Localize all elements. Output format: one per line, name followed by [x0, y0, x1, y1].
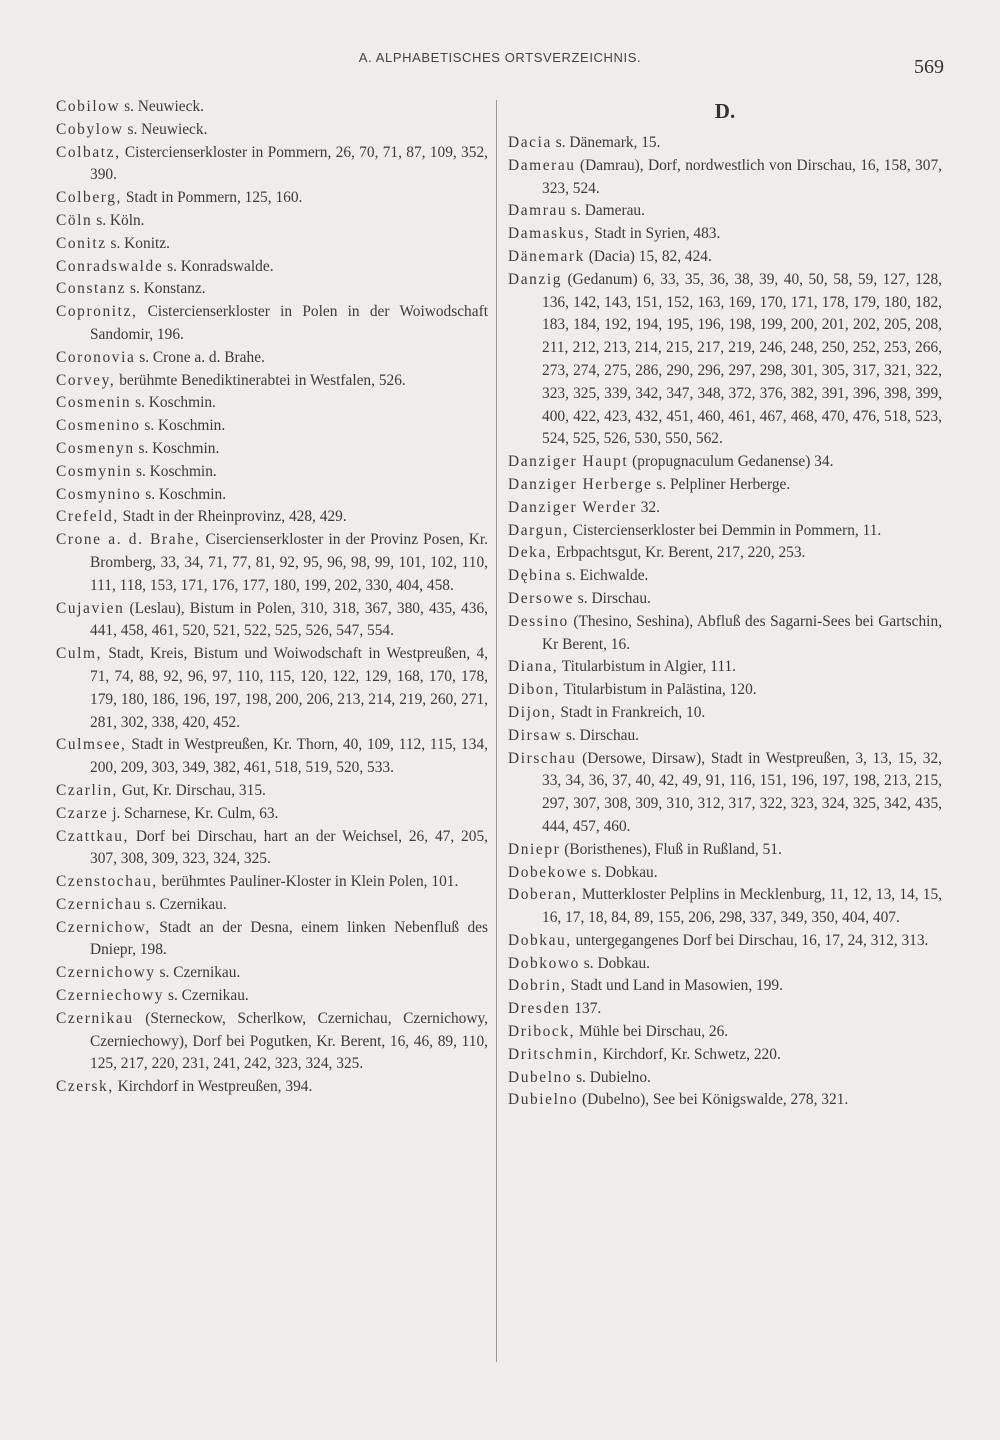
entry-text: s. Neuwieck. — [127, 120, 208, 138]
page-number: 569 — [914, 56, 944, 78]
entry-text: Dorf bei Dirschau, hart an der Weichsel, 26, 47, 205, 307, 308, 309, 323, 324, 325. — [90, 827, 488, 868]
index-entry — [56, 142, 488, 188]
entry-headword: Colberg, — [56, 189, 122, 207]
index-entry — [56, 643, 488, 734]
entry-headword: Cosmynino — [56, 485, 142, 503]
entry-headword: Dubielno — [508, 1091, 579, 1109]
index-entry — [56, 278, 488, 301]
index-entry — [508, 269, 942, 451]
entry-headword: Coronovia — [56, 348, 136, 366]
entry-text: Mühle bei Dirschau, 26. — [578, 1023, 729, 1041]
entry-headword: Dijon, — [508, 703, 557, 721]
entry-headword: Dubelno — [508, 1068, 573, 1086]
entry-headword: Culmsee, — [56, 736, 127, 754]
index-entry — [56, 894, 488, 917]
entry-headword: Damrau — [508, 202, 568, 220]
entry-headword: Dänemark — [508, 247, 585, 265]
entry-text: s. Dirschau. — [577, 589, 651, 607]
index-entry — [508, 565, 942, 588]
entry-headword: Cobilow — [56, 98, 121, 115]
index-entry — [508, 520, 942, 543]
index-entry — [508, 200, 942, 223]
entry-text: Cistercienserkloster in Polen in der Woiwodschaft Sandomir, 196. — [90, 303, 488, 343]
entry-headword: Dobrin, — [508, 977, 567, 995]
left-column — [56, 96, 488, 1099]
entry-text: Stadt an der Desna, einem linken Nebenfluß des Dniepr, 198. — [90, 918, 488, 959]
index-entry — [56, 301, 488, 347]
entry-text: s. Czernikau. — [167, 987, 249, 1005]
entry-text: Cisercienserkloster in der Provinz Posen, Kr. Bromberg, 33, 34, 71, 77, 81, 92, 95, 96, 98, 99, 101, 102, 110, 111, 118, 153, 171, 176, 177, 180, 199, 202, 330, 404, 458. — [90, 531, 488, 594]
entry-text: s. Damerau. — [571, 202, 645, 220]
index-entry — [508, 588, 942, 611]
index-entry — [56, 826, 488, 872]
index-entry — [56, 370, 488, 393]
entry-text: (Dubelno), See bei Königswalde, 278, 321. — [581, 1091, 849, 1109]
entry-text: (Leslau), Bistum in Polen, 310, 318, 367, 380, 435, 436, 441, 458, 461, 520, 521, 522, 525, 526, 547, 554. — [90, 599, 488, 640]
running-head: A. ALPHABETISCHES ORTSVERZEICHNIS. — [358, 50, 642, 65]
entry-headword: Czernikau — [56, 1009, 134, 1027]
entry-text: Stadt in Frankreich, 10. — [560, 703, 706, 721]
entry-text: s. Köln. — [96, 211, 145, 229]
entry-headword: Czersk, — [56, 1078, 114, 1096]
entry-text: Stadt, Kreis, Bistum und Woiwodschaft in Westpreußen, 4, 71, 74, 88, 92, 96, 97, 110, 115, 120, 122, 129, 168, 170, 178, 179, 180, 186, 196, 197, 198, 200, 206, 213, 214, 219, 260, 271, 281, 302, 338, 420, 452. — [90, 645, 488, 731]
index-entry — [56, 415, 488, 438]
index-entry — [508, 839, 942, 862]
entry-text: (Sterneckow, Scherlkow, Czernichau, Czernichowy, Czerniechowy), Dorf bei Pogutken, Kr. Berent, 16, 46, 89, 110, 125, 217, 220, 231, 241, 242, 323, 324, 325. — [90, 1009, 488, 1073]
index-entry — [56, 962, 488, 985]
entry-headword: Dobkau, — [508, 931, 572, 949]
entry-text: s. Koschmin. — [145, 485, 227, 503]
index-entry — [508, 725, 942, 748]
index-entry — [508, 451, 942, 474]
entry-text: (Dacia) 15, 82, 424. — [588, 247, 712, 265]
index-entry — [508, 155, 942, 201]
entry-headword: Crone a. d. Brahe, — [56, 531, 201, 549]
index-entry — [508, 656, 942, 679]
entry-headword: Culm, — [56, 645, 103, 663]
entry-headword: Dobkowo — [508, 954, 580, 972]
entry-headword: Czernichau — [56, 895, 143, 913]
entry-text: (propugnaculum Gedanense) 34. — [632, 453, 834, 471]
index-entry — [56, 392, 488, 415]
entry-text: (Thesino, Seshina), Abfluß des Sagarni-Sees bei Gartschin, Kr Berent, 16. — [542, 612, 942, 653]
entry-headword: Deka, — [508, 544, 553, 562]
index-entry — [56, 803, 488, 826]
entry-headword: Damerau — [508, 156, 576, 174]
entry-text: s. Konradswalde. — [167, 257, 274, 275]
entry-text: s. Dobkau. — [583, 954, 651, 972]
index-entry — [56, 506, 488, 529]
entry-text: Stadt und Land in Masowien, 199. — [570, 977, 783, 995]
entry-text: s. Pelpliner Herberge. — [656, 475, 791, 493]
entry-text: Stadt in der Rheinprovinz, 428, 429. — [122, 508, 347, 526]
index-entry — [508, 132, 942, 155]
entry-text: Cistercienserkloster bei Demmin in Pommern, 11. — [572, 521, 882, 539]
entry-headword: Conitz — [56, 234, 107, 252]
entry-text: Kirchdorf in Westpreußen, 394. — [117, 1078, 313, 1096]
entry-headword: Czarze — [56, 804, 109, 822]
index-entry — [56, 871, 488, 894]
entry-headword: Danziger Herberge — [508, 475, 653, 493]
entry-text: j. Scharnese, Kr. Culm, 63. — [112, 804, 279, 822]
index-entry — [56, 256, 488, 279]
entry-headword: Dirsaw — [508, 726, 563, 744]
entry-text: s. Dänemark, 15. — [555, 134, 661, 151]
index-entry — [56, 484, 488, 507]
index-entry — [508, 1044, 942, 1067]
entry-headword: Cosmynin — [56, 462, 133, 480]
entry-text: Erbpachtsgut, Kr. Berent, 217, 220, 253. — [556, 544, 806, 562]
right-entries — [508, 132, 942, 1112]
index-entry — [56, 780, 488, 803]
entry-headword: Cosmenin — [56, 394, 132, 412]
column-divider — [496, 100, 497, 1362]
index-entry — [508, 679, 942, 702]
entry-text: (Damrau), Dorf, nordwestlich von Dirschau, 16, 158, 307, 323, 524. — [542, 156, 942, 197]
index-entry — [508, 1089, 942, 1112]
entry-headword: Diana, — [508, 658, 559, 676]
entry-headword: Czarlin, — [56, 781, 118, 799]
entry-headword: Dresden — [508, 1000, 571, 1018]
index-entry — [508, 862, 942, 885]
index-entry — [56, 187, 488, 210]
index-entry — [56, 119, 488, 142]
entry-text: (Gedanum) 6, 33, 35, 36, 38, 39, 40, 50, 58, 59, 127, 128, 136, 142, 143, 151, 152, 163, 169, 170, 171, 178, 179, 180, 182, 183, 184, 192, 194, 195, 196, 198, 199, 200, 201, 202, 205, 208, 211, 212, 213, 214, 215, 217, 219, 246, 248, 250, 252, 253, 266, 273, 274, 275, 286, 290, 296, 297, 298, 301, 305, 317, 321, 322, 323, 325, 339, 342, 347, 348, 372, 376, 382, 391, 396, 398, 399, 400, 422, 423, 432, 451, 460, 461, 467, 468, 470, 476, 518, 523, 524, 525, 526, 530, 550, 562. — [542, 270, 943, 448]
entry-headword: Dersowe — [508, 589, 574, 607]
entry-headword: Dargun, — [508, 521, 569, 539]
entry-headword: Constanz — [56, 280, 127, 298]
entry-headword: Cosmenino — [56, 417, 141, 435]
entry-text: 32. — [640, 498, 660, 516]
entry-text: s. Crone a. d. Brahe. — [139, 348, 265, 366]
entry-text: s. Koschmin. — [138, 439, 220, 457]
entry-text: Kirchdorf, Kr. Schwetz, 220. — [602, 1045, 781, 1063]
entry-headword: Cöln — [56, 211, 93, 229]
entry-text: s. Koschmin. — [135, 394, 216, 412]
entry-text: Titularbistum in Algier, 111. — [561, 658, 737, 676]
entry-text: s. Neuwieck. — [124, 98, 204, 115]
right-column — [508, 96, 942, 1112]
entry-headword: Dacia — [508, 134, 552, 151]
entry-headword: Dirschau — [508, 749, 577, 767]
entry-text: s. Dubielno. — [576, 1068, 651, 1086]
entry-text: s. Eichwalde. — [565, 567, 649, 585]
entry-headword: Crefeld, — [56, 508, 119, 526]
entry-text: Stadt in Syrien, 483. — [594, 225, 721, 243]
entry-text: s. Czernikau. — [159, 964, 241, 982]
entry-text: s. Dirschau. — [565, 726, 640, 744]
index-entry — [56, 347, 488, 370]
entry-text: s. Koschmin. — [144, 417, 226, 435]
index-entry — [56, 461, 488, 484]
index-entry — [508, 246, 942, 269]
entry-text: berühmtes Pauliner-Kloster in Klein Polen, 101. — [161, 873, 459, 891]
entry-headword: Dribock, — [508, 1023, 576, 1041]
letter-heading: D. — [714, 99, 736, 123]
entry-text: (Boristhenes), Fluß in Rußland, 51. — [564, 840, 782, 858]
entry-headword: Conradswalde — [56, 257, 164, 275]
entry-headword: Cobylow — [56, 120, 124, 138]
entry-text: s. Czernikau. — [145, 895, 227, 913]
entry-headword: Czenstochau, — [56, 873, 158, 891]
entry-headword: Czattkau, — [56, 827, 129, 845]
entry-headword: Corvey, — [56, 371, 116, 389]
entry-text: s. Konitz. — [110, 234, 170, 252]
entry-headword: Danziger Haupt — [508, 453, 629, 471]
entry-headword: Czernichowy — [56, 964, 156, 982]
index-entry — [508, 474, 942, 497]
index-entry — [508, 223, 942, 246]
entry-text: s. Koschmin. — [135, 462, 217, 480]
index-entry — [508, 1067, 942, 1090]
index-entry — [56, 1008, 488, 1076]
entry-text: Titularbistum in Palästina, 120. — [563, 681, 757, 699]
entry-text: s. Dobkau. — [591, 863, 658, 881]
entry-headword: Colbatz, — [56, 143, 121, 161]
entry-text: (Dersowe, Dirsaw), Stadt in Westpreußen, 3, 13, 15, 32, 33, 34, 36, 37, 40, 42, 49, 91, 116, 151, 196, 197, 198, 213, 215, 297, 307, 308, 309, 310, 312, 317, 322, 323, 324, 325, 342, 435, 444, 457, 460. — [542, 749, 942, 835]
index-entry — [56, 96, 488, 119]
entry-headword: Dessino — [508, 612, 569, 630]
entry-text: s. Konstanz. — [129, 280, 206, 298]
index-entry — [508, 975, 942, 998]
index-entry — [56, 529, 488, 597]
entry-text: untergegangenes Dorf bei Dirschau, 16, 17, 24, 312, 313. — [575, 931, 929, 949]
index-entry — [56, 985, 488, 1008]
index-entry — [508, 702, 942, 725]
index-entry — [56, 438, 488, 461]
index-entry — [508, 542, 942, 565]
index-entry — [508, 884, 942, 930]
entry-headword: Doberan, — [508, 886, 578, 904]
entry-headword: Dibon, — [508, 681, 560, 699]
entry-headword: Cosmenyn — [56, 439, 135, 457]
entry-headword: Dniepr — [508, 840, 561, 858]
entry-text: Stadt in Westpreußen, Kr. Thorn, 40, 109, 112, 115, 134, 200, 209, 303, 349, 382, 461, 518, 519, 520, 533. — [90, 736, 488, 777]
index-entry — [508, 998, 942, 1021]
index-entry — [56, 210, 488, 233]
index-entry — [508, 930, 942, 953]
entry-text: berühmte Benediktinerabtei in Westfalen, 526. — [119, 371, 406, 389]
index-entry — [56, 734, 488, 780]
entry-headword: Czerniechowy — [56, 987, 165, 1005]
entry-text: 137. — [574, 1000, 602, 1018]
entry-headword: Czernichow, — [56, 918, 151, 936]
entry-headword: Dębina — [508, 567, 563, 585]
index-entry — [508, 1021, 942, 1044]
entry-text: Gut, Kr. Dirschau, 315. — [121, 781, 266, 799]
index-entry — [56, 917, 488, 963]
index-entry — [56, 233, 488, 256]
entry-text: Stadt in Pommern, 125, 160. — [125, 189, 303, 207]
entry-headword: Copronitz, — [56, 303, 138, 321]
entry-text: Mutterkloster Pelplins in Mecklenburg, 11, 12, 13, 14, 15, 16, 17, 18, 84, 89, 155, 206, 298, 337, 349, 350, 404, 407. — [542, 886, 942, 927]
entry-headword: Danzig — [508, 270, 563, 288]
entry-headword: Cujavien — [56, 599, 125, 617]
index-entry — [508, 953, 942, 976]
index-entry — [56, 598, 488, 644]
entry-headword: Damaskus, — [508, 225, 591, 243]
entry-text: Cistercienserkloster in Pommern, 26, 70, 71, 87, 109, 352, 390. — [90, 143, 488, 184]
index-entry — [508, 611, 942, 657]
index-entry — [56, 1076, 488, 1099]
entry-headword: Dritschmin, — [508, 1045, 599, 1063]
entry-headword: Dobekowe — [508, 863, 588, 881]
index-entry — [508, 497, 942, 520]
entry-headword: Danziger Werder — [508, 498, 637, 516]
index-entry — [508, 748, 942, 839]
